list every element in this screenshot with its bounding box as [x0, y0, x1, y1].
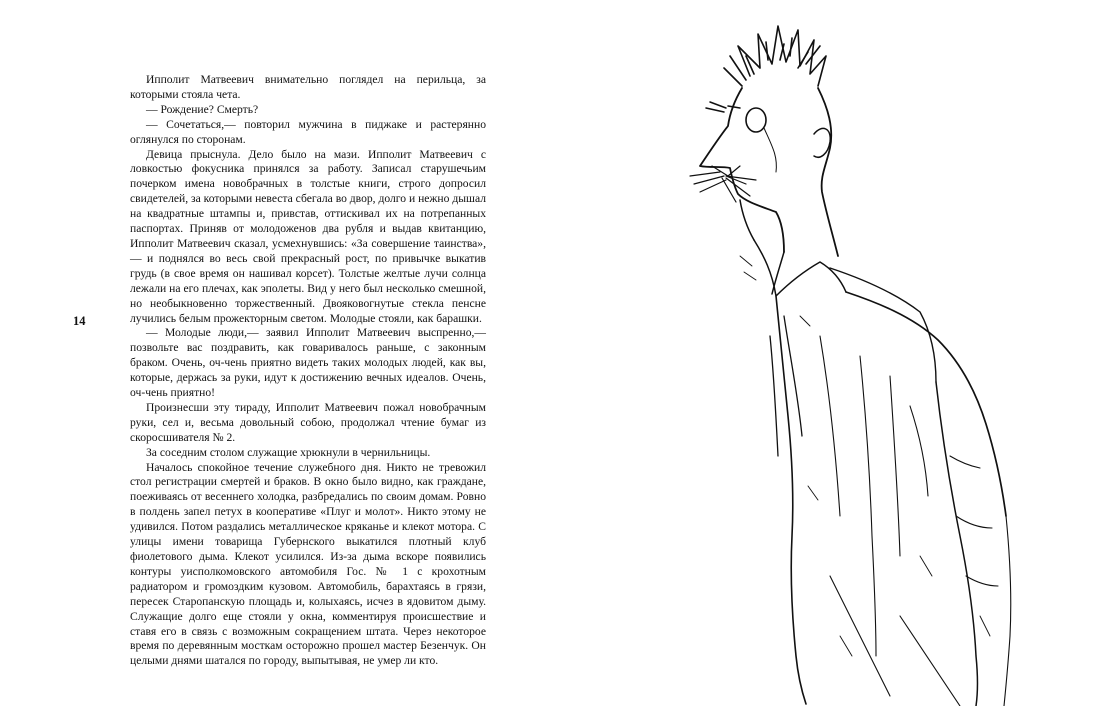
sketch-illustration: [680, 16, 1040, 706]
paragraph: — Молодые люди,— заявил Ипполит Матвеевич выспренно,— позвольте вас поздравить, как говаривалось раньше, с законным браком. Очень, оч-чень приятно видеть таких молодых людей, как вы, которые, держась за руки, идут к достижению вечных идеалов. Очень, оч-чень приятно!: [130, 326, 486, 400]
paragraph: Началось спокойное течение служебного дня. Никто не тревожил стол регистрации смертей и браков. В окно было видно, как граждане, поеживаясь от весеннего холодка, разбредались по своим домам. Ровно в полдень запел петух в кооперативе «Плуг и молот». Никто этому не удивился. Потом раздались металлическое кряканье и клекот мотора. С улицы имени товарища Губернского выкатился плотный клуб фиолетового дыма. Клекот усилился. Из-за дыма вскоре появились контуры уисполкомовского автомобиля Гос. № 1 с крохотным радиатором и громоздким кузовом. Автомобиль, барахтаясь в грязи, пересек Старопанскую площадь и, колыхаясь, исчез в ядовитом дыму. Служащие долго еще стояли у окна, комментируя происшествие и ставя его в связь с возможным сокращением штата. Через некоторое время по деревянным мосткам осторожно прошел мастер Безенчук. Он целыми днями шатался по городу, выпытывая, не умер ли кто.: [130, 460, 486, 668]
mustache: [690, 166, 756, 202]
head-outline: [700, 88, 784, 252]
paragraph: — Рождение? Смерть?: [146, 102, 259, 116]
jacket-lapel: [770, 316, 802, 456]
hair-strokes: [724, 26, 826, 86]
paragraph: Ипполит Матвеевич внимательно поглядел на перильца, за которыми стояла чета.: [130, 73, 486, 101]
paragraph: Девица прыснула. Дело было на мази. Ипполит Матвеевич с ловкостью фокусника принялся за работу. Записал старушечьим почерком имена новобрачных в толстые книги, строго допросил свидетелей, за которыми невеста сбегала во двор, долго и нежно дышал на квадратные штампы и, привстав, оттискивал их на потрепанных паспортах. Приняв от молодоженов два рубля и выдав квитанцию, Ипполит Матвеевич сказал, усмехнувшись: «За совершение таинства»,— и поднялся во весь свой прекрасный рост, по привычке выкатив грудь (в свое время он нашивал корсет). Толстые желтые лучи солнца лежали на его плечах, как эполеты. Вид у него был несколько смешной, но необыкновенно торжественный. Двояковогнутые стекла пенсне лучились белым прожекторным светом. Молодые стояли, как барашки.: [130, 147, 486, 325]
paragraph: За соседним столом служащие хрюкнули в чернильницы.: [146, 445, 431, 459]
pince-nez-cord: [764, 128, 776, 172]
ear: [814, 128, 830, 157]
back-of-head: [818, 88, 838, 256]
man-portrait-sketch: [680, 16, 1040, 706]
paragraph: Произнесши эту тираду, Ипполит Матвеевич пожал новобрачным руки, сел и, весьма довольный собою, продолжал чтение бумаг из скоросшивателя № 2.: [130, 400, 486, 444]
page-number: 14: [73, 314, 86, 328]
arm: [936, 382, 978, 706]
text-column: [130, 73, 486, 669]
paragraph: — Сочетаться,— повторил мужчина в пиджаке и растерянно оглянулся по сторонам.: [130, 117, 486, 146]
sleeve-folds: [910, 406, 998, 586]
pince-nez: [746, 108, 766, 132]
